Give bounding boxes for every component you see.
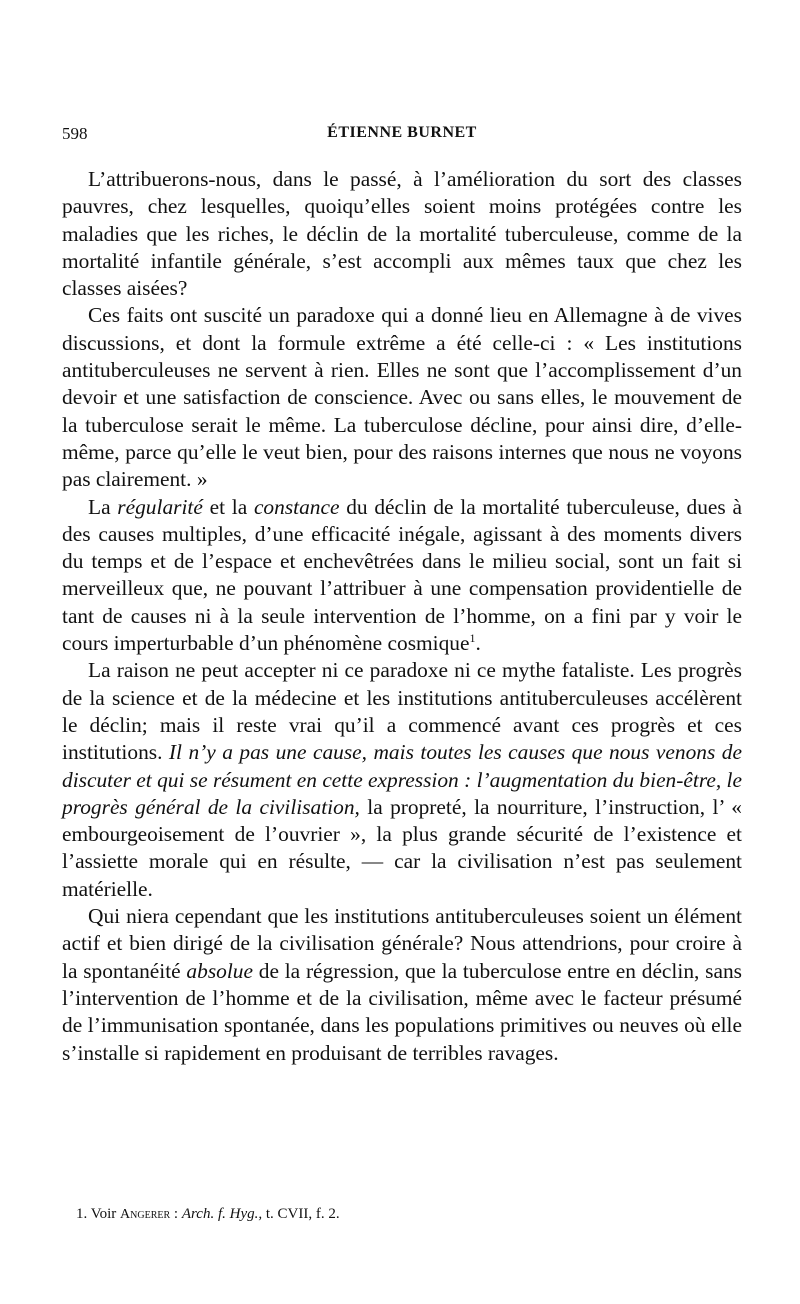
footnote xyxy=(76,1206,736,1223)
emphasis-absolue: absolue xyxy=(186,958,253,983)
body-text xyxy=(62,166,742,1067)
footnote-prefix: Voir xyxy=(90,1206,117,1222)
footnote-author: Angerer xyxy=(120,1207,171,1222)
running-title: ÉTIENNE BURNET xyxy=(327,124,477,141)
paragraph-5: Qui niera cependant que les institutions antituberculeuses soient un élément actif et bien dirigé de la civilisation générale? Nous attendrions, pour croire à la spontanéité absolue de la régression, que la tuberculose entre en déclin, sans l’intervention de l’homme et de la civilisation, même avec le facteur présumé de l’immunisation spontanée, dans les populations primitives ou neuves où elle s’installe si rapidement en produisant de terribles ravages. xyxy=(62,904,742,1065)
paragraph-2: Ces faits ont suscité un paradoxe qui a donné lieu en Allemagne à de vives discussions, et dont la formule extrême a été celle-ci : « Les institutions antituberculeuses ne servent à rien. Elles ne sont que l’accomplissement d’un devoir et une satisfaction de conscience. Avec ou sans elles, le mouvement de la tuberculose serait le même. La tuberculose décline, pour ainsi dire, d’elle-même, parce qu’elle le veut bien, pour des raisons internes que nous ne voyons pas clairement. » xyxy=(62,303,742,492)
paragraph-3: La régularité et la constance du déclin de la mortalité tuberculeuse, dues à des causes multiples, d’une efficacité inégale, agissant à des moments divers du temps et de l’espace et enchevêtrées dans le milieu social, sont un fait si merveilleux que, ne pouvant l’attribuer à une compensation providentielle de tant de causes ni à la seule intervention de l’homme, on a fini par y voir le cours imperturbable d’un phénomène cosmique$^1$. xyxy=(62,494,742,656)
footnote-marker[interactable]: 1 xyxy=(469,630,476,645)
footnote-ref: t. CVII, f. 2. xyxy=(265,1206,340,1222)
italic-passage: Il n’y a pas une cause, mais toutes les causes que nous venons de discuter et qui se résument en cette expression : l’augmentation du bien-être, le progrès général de la civilisation, xyxy=(62,740,742,819)
emphasis-regularite: régularité xyxy=(117,494,203,519)
footnote-number: 1. xyxy=(76,1206,88,1222)
emphasis-constance: constance xyxy=(253,494,340,519)
paragraph-1: L’attribuerons-nous, dans le passé, à l’amélioration du sort des classes pauvres, chez lesquelles, quoiqu’elles soient moins protégées contre les maladies que les riches, le déclin de la mortalité tuberculeuse, comme de la mortalité infantile générale, s’est accompli aux mêmes taux que chez les classes aisées? xyxy=(62,167,742,301)
paragraph-4: La raison ne peut accepter ni ce paradoxe ni ce mythe fataliste. Les progrès de la science et de la médecine et les institutions antituberculeuses accélèrent le déclin; mais il reste vrai qu’il a commencé avant ces progrès et ces institutions. Il n’y a pas une cause, mais toutes les causes que nous venons de discuter et qui se résument en cette expression : l’augmentation du bien-être, le progrès général de la civilisation, la propreté, la nourriture, l’instruction, l’ « embourgeoisement de l’ouvrier », la plus grande sécurité de l’existence et l’assiette morale qui en résulte, — car la civilisation n’est pas seulement matérielle. xyxy=(62,658,742,901)
footnote-journal: Arch. f. Hyg., xyxy=(181,1206,263,1222)
page-number: 598 xyxy=(62,124,88,143)
page-header xyxy=(62,124,742,150)
footnote-colon: : xyxy=(173,1206,179,1222)
